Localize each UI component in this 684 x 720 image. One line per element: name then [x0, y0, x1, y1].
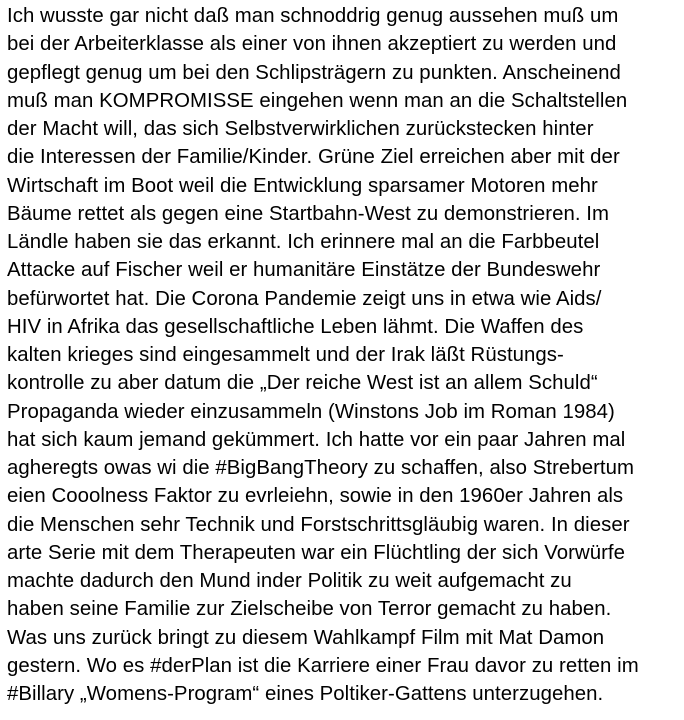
text-line-10: Attacke auf Fischer weil er humanitäre Einstätze der Bundeswehr	[7, 258, 601, 282]
text-line-17: agheregts owas wi die #BigBangTheory zu schaffen, also Strebertum	[7, 456, 635, 479]
text-line-6: die Interessen der Familie/Kinder. Grüne Ziel erreichen aber mit der	[7, 145, 620, 169]
text-line-12: HIV in Afrika das gesellschaftliche Leben lähmt. Die Waffen des	[7, 314, 584, 338]
text-line-21: machte dadurch den Mund inder Politik zu weit aufgemacht zu	[7, 569, 572, 592]
text-line-25: #Billary „Womens-Program“ eines Poltiker-Gattens unterzugehen.	[7, 682, 604, 705]
text-line-19: die Menschen sehr Technik und Forstschrittsgläubig waren. In dieser	[7, 512, 630, 536]
text-line-14: kontrolle zu aber datum die „Der reiche West ist an allem Schuld“	[7, 371, 598, 395]
text-line-9: Ländle haben sie das erkannt. Ich erinnere mal an die Farbbeutel	[7, 230, 600, 253]
text-line-2: bei der Arbeiterklasse als einer von ihnen akzeptiert zu werden und	[7, 32, 617, 56]
text-line-24: gestern. Wo es #derPlan ist die Karriere einer Frau davor zu retten im	[7, 653, 639, 677]
text-line-7: Wirtschaft im Boot weil die Entwicklung sparsamer Motoren mehr	[7, 173, 598, 197]
text-line-16: hat sich kaum jemand gekümmert. Ich hatte vor ein paar Jahren mal	[7, 427, 626, 451]
text-line-15: Propaganda wieder einzusammeln (Winstons Job im Roman 1984)	[7, 399, 615, 423]
text-line-22: haben seine Familie zur Zielscheibe von Terror gemacht zu haben.	[7, 597, 612, 621]
text-line-4: muß man KOMPROMISSE eingehen wenn man an die Schaltstellen	[7, 88, 628, 112]
text-line-8: Bäume rettet als gegen eine Startbahn-West zu demonstrieren. Im	[7, 201, 610, 225]
text-line-1: Ich wusste gar nicht daß man schnoddrig genug aussehen muß um	[7, 4, 619, 27]
text-line-18: eien Cooolness Faktor zu evrleiehn, sowie in den 1960er Jahren als	[7, 484, 624, 508]
text-line-11: befürwortet hat. Die Corona Pandemie zeigt uns in etwa wie Aids/	[7, 286, 602, 310]
text-line-5: der Macht will, das sich Selbstverwirklichen zurückstecken hinter	[7, 117, 594, 140]
text-line-3: gepflegt genug um bei den Schlipsträgern zu punkten. Anscheinend	[7, 60, 621, 84]
document-text	[7, 2, 684, 708]
text-line-23: Was uns zurück bringt zu diesem Wahlkampf Film mit Mat Damon	[7, 625, 605, 649]
text-line-13: kalten krieges sind eingesammelt und der Irak läßt Rüstungs-	[7, 343, 564, 366]
text-line-20: arte Serie mit dem Therapeuten war ein Flüchtling der sich Vorwürfe	[7, 540, 626, 564]
